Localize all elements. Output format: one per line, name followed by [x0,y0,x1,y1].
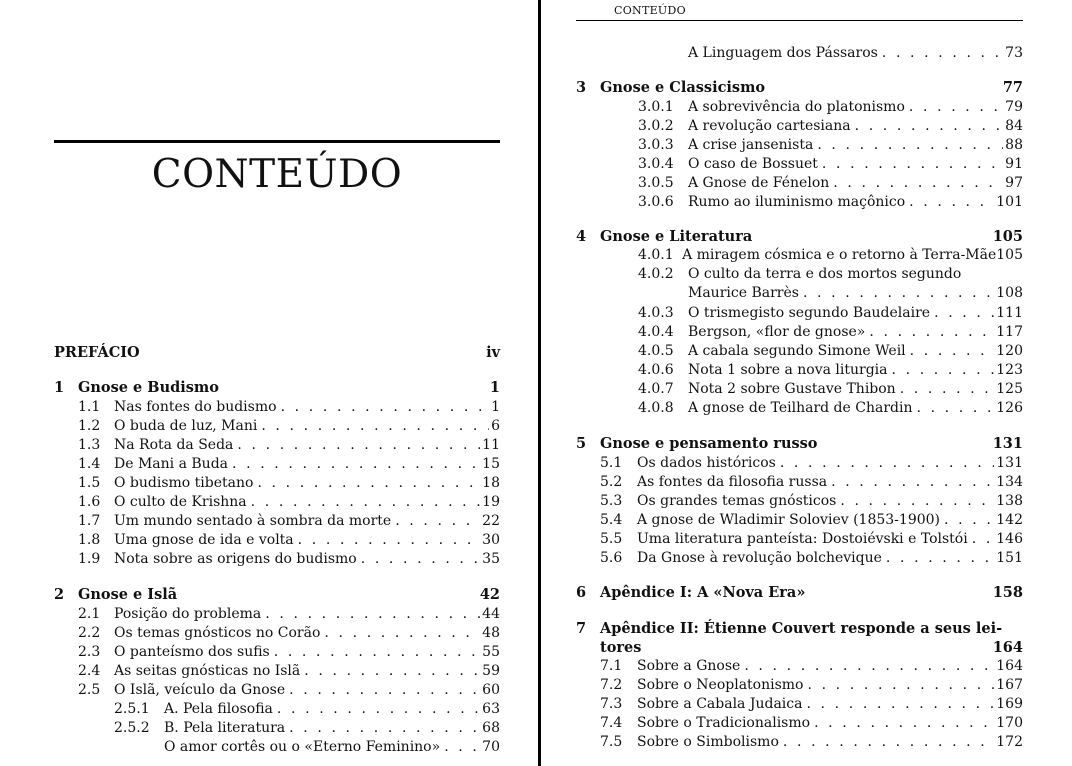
section-entry[interactable] [600,695,1023,714]
entry-number: 4.0.3 [638,304,674,321]
chapter-entry[interactable] [54,378,500,397]
entry-title: A Gnose de Fénelon [688,174,830,191]
entry-number: 4.0.8 [638,400,674,416]
entry-page: 44 [482,605,500,622]
section-entry[interactable] [638,361,1023,380]
chapter-title: Apêndice I: A «Nova Era» [600,584,806,601]
entry-title: A cabala segundo Simone Weil [688,342,906,359]
section-entry[interactable] [600,454,1023,473]
leader-dots [916,399,994,418]
entry-title: A revolução cartesiana [688,117,851,134]
entry-title-cont: Maurice Barrès [688,285,799,301]
entry-number: 2.1 [78,605,101,622]
entry-title: O trismegisto segundo Baudelaire [688,304,931,321]
entry-title: Os dados históricos [637,454,776,471]
entry-title: O buda de luz, Mani [114,417,258,434]
entry-page: 101 [996,194,1023,210]
leader-dots [892,361,995,380]
leader-dots [251,493,481,512]
entry-title: De Mani a Buda [114,455,228,472]
leader-dots [840,492,994,511]
leader-dots [869,323,994,342]
entry-title: As fontes da filosofia russa [637,473,828,490]
leader-dots [806,695,994,714]
entry-page: 142 [996,511,1023,528]
entry-title: Nas fontes do budismo [114,398,277,415]
entry-page: 146 [996,530,1023,547]
subsection-entry[interactable] [114,700,500,719]
leader-dots [232,455,480,474]
subsubsection-entry[interactable] [688,44,1023,63]
leader-dots [324,624,480,643]
entry-page: 18 [482,474,500,491]
entry-number: 2.4 [78,662,101,679]
section-entry[interactable] [638,98,1023,117]
entry-number: 1.7 [78,513,101,530]
section-entry[interactable] [78,531,500,550]
entry-page: 63 [482,701,500,717]
section-entry[interactable] [638,342,1023,361]
entry-page: 88 [1005,136,1023,153]
entry-page: 11 [482,436,500,453]
leader-dots [744,657,994,676]
entry-number: 2.3 [78,643,101,660]
section-entry[interactable] [600,714,1023,733]
leader-dots [972,530,995,549]
entry-page: 172 [996,734,1023,751]
entry-page: 131 [996,454,1023,471]
section-entry[interactable] [78,436,500,455]
leader-dots [237,436,480,455]
leader-dots [257,474,480,493]
leader-dots [886,549,994,568]
chapter-page: 42 [479,586,500,603]
section-entry[interactable] [638,323,1023,342]
leader-dots [909,98,1003,117]
section-entry[interactable] [638,265,1023,303]
chapter-entry[interactable] [576,227,1023,246]
entry-page: 123 [996,361,1023,378]
entry-page: 30 [482,532,500,549]
entry-number: 2.5.1 [114,701,150,717]
entry-page: 134 [996,473,1023,490]
leader-dots [807,676,994,695]
chapter-number: 1 [54,379,65,396]
entry-number: 3.0.3 [638,136,674,153]
section-entry[interactable] [78,512,500,531]
chapter-title: Gnose e Literatura [600,228,753,245]
section-entry[interactable] [638,380,1023,399]
entry-title: Sobre a Cabala Judaica [637,696,803,713]
leader-dots [822,155,1003,174]
leader-dots [261,417,489,436]
entry-number: 4.0.7 [638,380,674,397]
section-entry[interactable] [638,246,1023,265]
entry-page: 22 [482,513,500,530]
leader-dots [265,605,480,624]
entry-page: 108 [996,285,1023,301]
entry-title: Sobre a Gnose [637,658,741,674]
section-entry[interactable] [638,399,1023,418]
leader-dots [395,512,480,531]
leader-dots [298,531,481,550]
entry-number: 2.5 [78,681,101,698]
entry-page: 55 [482,643,500,660]
entry-title: Posição do problema [114,605,262,622]
entry-page: 60 [482,681,500,698]
section-entry[interactable] [78,550,500,569]
entry-title: Nota sobre as origens do budismo [114,551,357,568]
subsection-entry[interactable] [114,719,500,738]
entry-page: 73 [1005,45,1023,61]
entry-title: Na Rota da Seda [114,436,234,453]
section-entry[interactable] [78,455,500,474]
entry-title: Bergson, «flor de gnose» [688,323,866,340]
entry-page: 48 [482,624,500,641]
entry-page: 1 [491,398,500,415]
entry-title: O culto de Krishna [114,494,247,510]
leader-dots [833,174,1003,193]
leader-dots [281,398,490,417]
entry-page: 167 [996,677,1023,694]
section-entry[interactable] [78,624,500,643]
spacer [641,638,992,657]
leader-dots [780,454,994,473]
chapter-title: Apêndice II: Étienne Couvert responde a seus lei- [600,620,1003,637]
section-entry[interactable] [78,605,500,624]
leader-dots [855,117,1004,136]
section-entry[interactable] [78,417,500,436]
entry-page: 91 [1005,155,1023,172]
entry-page: 138 [996,492,1023,509]
entry-title: B. Pela literatura [164,720,286,736]
entry-number: 5.1 [600,454,623,471]
entry-title: A gnose de Wladimir Soloviev (1853-1900) [637,511,941,528]
section-entry[interactable] [78,681,500,700]
entry-page: 70 [482,739,500,755]
entry-title: O Islã, veículo da Gnose [114,681,286,698]
section-entry[interactable] [638,193,1023,212]
entry-number: 1.4 [78,455,101,472]
preface-entry[interactable] [54,343,500,362]
section-entry[interactable] [638,117,1023,136]
entry-title: Nota 1 sobre a nova liturgia [688,361,888,378]
entry-page: 117 [996,323,1023,340]
subsubsection-entry[interactable] [164,738,500,757]
leader-dots [817,136,1003,155]
chapter-entry[interactable] [576,78,1023,97]
entry-title: PREFÁCIO [54,344,140,361]
section-entry[interactable] [600,492,1023,511]
chapter-page: 164 [992,639,1023,656]
entry-number: 7.3 [600,696,623,713]
chapter-page: 158 [992,584,1023,601]
leader-dots [814,714,994,733]
leader-dots [803,284,994,303]
leader-dots [934,304,994,323]
entry-number: 1.9 [78,551,101,568]
section-entry[interactable] [638,174,1023,193]
entry-number: 2.2 [78,624,101,641]
leader-dots [909,193,994,212]
entry-number: 5.4 [600,511,623,528]
entry-number: 3.0.1 [638,98,674,115]
chapter-entry[interactable] [576,619,1023,657]
chapter-page: 105 [992,228,1023,245]
entry-title: Sobre o Tradicionalismo [637,715,811,732]
leader-dots [289,719,480,738]
section-entry[interactable] [600,733,1023,752]
chapter-number: 6 [576,584,587,601]
entry-number: 5.5 [600,530,623,547]
chapter-title: Gnose e Budismo [78,379,219,396]
entry-number: 4.0.2 [638,266,674,282]
entry-page: 164 [996,658,1023,674]
chapter-entry[interactable] [576,583,1023,602]
running-header: CONTEÚDO [614,4,686,17]
chapter-title: Gnose e pensamento russo [600,435,818,452]
entry-number: 3.0.5 [638,174,674,191]
entry-title: Um mundo sentado à sombra da morte [114,513,392,530]
entry-number: 3.0.4 [638,155,674,172]
entry-page: 105 [996,247,1023,263]
title-rule [54,140,500,143]
entry-number: 1.1 [78,398,101,415]
entry-title: O panteísmo dos sufis [114,643,270,660]
leader-dots [944,511,994,530]
entry-page: 68 [482,720,500,736]
entry-title: Uma gnose de ida e volta [114,532,294,549]
leader-dots [882,44,1003,63]
section-entry[interactable] [600,473,1023,492]
entry-number: 4.0.1 [638,247,674,263]
entry-title: Uma literatura panteísta: Dostoiévski e Tolstói [637,530,968,547]
section-entry[interactable] [78,398,500,417]
entry-number: 1.2 [78,417,101,434]
leader-dots [361,550,480,569]
entry-title: A. Pela filosofia [164,701,273,717]
entry-number: 2.5.2 [114,720,150,736]
leader-dots [277,700,480,719]
entry-page: 19 [482,494,500,510]
entry-title: Sobre o Simbolismo [637,734,779,751]
entry-page: 59 [482,662,500,679]
section-entry[interactable] [600,676,1023,695]
entry-title: Os temas gnósticos no Corão [114,624,321,641]
entry-number: 1.8 [78,532,101,549]
entry-page: 6 [491,417,500,434]
entry-title: O budismo tibetano [114,474,254,491]
chapter-number: 4 [576,228,587,245]
entry-number: 1.3 [78,436,101,453]
entry-number: 7.5 [600,734,623,751]
section-entry[interactable] [638,304,1023,323]
entry-title: O caso de Bossuet [688,155,818,172]
chapter-number: 2 [54,586,65,603]
entry-number: 4.0.5 [638,342,674,359]
section-entry[interactable] [78,643,500,662]
entry-page: 111 [996,304,1023,321]
leader-dots [444,738,480,757]
entry-page: 15 [482,455,500,472]
section-entry[interactable] [600,549,1023,568]
chapter-page: 77 [1002,79,1023,96]
entry-page: 125 [996,380,1023,397]
leader-dots [304,662,480,681]
page-divider [538,0,541,766]
entry-page: 126 [996,400,1023,416]
leader-dots [783,733,994,752]
section-entry[interactable] [600,530,1023,549]
entry-title: Rumo ao iluminismo maçônico [688,194,906,210]
entry-title: A Linguagem dos Pássaros [688,45,878,61]
header-rule [576,20,1023,21]
entry-page: 35 [482,551,500,568]
entry-page: 97 [1005,174,1023,191]
section-entry[interactable] [78,493,500,512]
entry-number: 3.0.2 [638,117,674,134]
leader-dots [831,473,994,492]
leader-dots [910,342,995,361]
entry-title: A gnose de Teilhard de Chardin [688,400,913,416]
chapter-entry[interactable] [576,434,1023,453]
entry-page: 79 [1005,98,1023,115]
entry-number: 4.0.6 [638,361,674,378]
leader-dots [900,380,995,399]
chapter-title: Gnose e Classicismo [600,79,766,96]
entry-title: A crise jansenista [688,136,814,153]
entry-title: Os grandes temas gnósticos [637,492,837,509]
entry-number: 5.2 [600,473,623,490]
chapter-number: 7 [576,620,587,637]
chapter-entry[interactable] [54,585,500,604]
leader-dots [289,681,480,700]
chapter-title-cont: tores [600,639,642,656]
entry-number: 5.6 [600,550,623,566]
section-entry[interactable] [600,511,1023,530]
chapter-page: 131 [992,435,1023,452]
entry-number: 3.0.6 [638,194,674,210]
section-entry[interactable] [638,136,1023,155]
chapter-number: 3 [576,79,587,96]
entry-title: A sobrevivência do platonismo [688,98,905,115]
entry-title: Sobre o Neoplatonismo [637,677,804,694]
entry-title: Da Gnose à revolução bolchevique [637,550,882,566]
entry-number: 1.6 [78,494,101,510]
chapter-title: Gnose e Islã [78,586,178,603]
entry-number: 5.3 [600,492,623,509]
entry-number: 4.0.4 [638,323,674,340]
entry-title: Nota 2 sobre Gustave Thibon [688,380,896,397]
entry-title: As seitas gnósticas no Islã [114,662,301,679]
entry-title: A miragem cósmica e o retorno à Terra-Mãe [682,247,997,263]
chapter-page: 1 [489,379,500,396]
entry-page: 151 [996,550,1023,566]
entry-page: 84 [1005,117,1023,134]
entry-page: iv [486,344,500,361]
entry-number: 7.2 [600,677,623,694]
page-title: CONTEÚDO [151,152,403,197]
entry-page: 170 [996,715,1023,732]
section-entry[interactable] [600,657,1023,676]
leader-dots [274,643,480,662]
entry-number: 7.1 [600,658,623,674]
entry-title: O culto da terra e dos mortos segundo [688,266,962,282]
section-entry[interactable] [78,662,500,681]
entry-page: 120 [996,342,1023,359]
chapter-number: 5 [576,435,587,452]
entry-title: O amor cortês ou o «Eterno Feminino» [164,739,441,755]
entry-number: 1.5 [78,474,101,491]
section-entry[interactable] [78,474,500,493]
entry-page: 169 [996,696,1023,713]
section-entry[interactable] [638,155,1023,174]
entry-number: 7.4 [600,715,623,732]
